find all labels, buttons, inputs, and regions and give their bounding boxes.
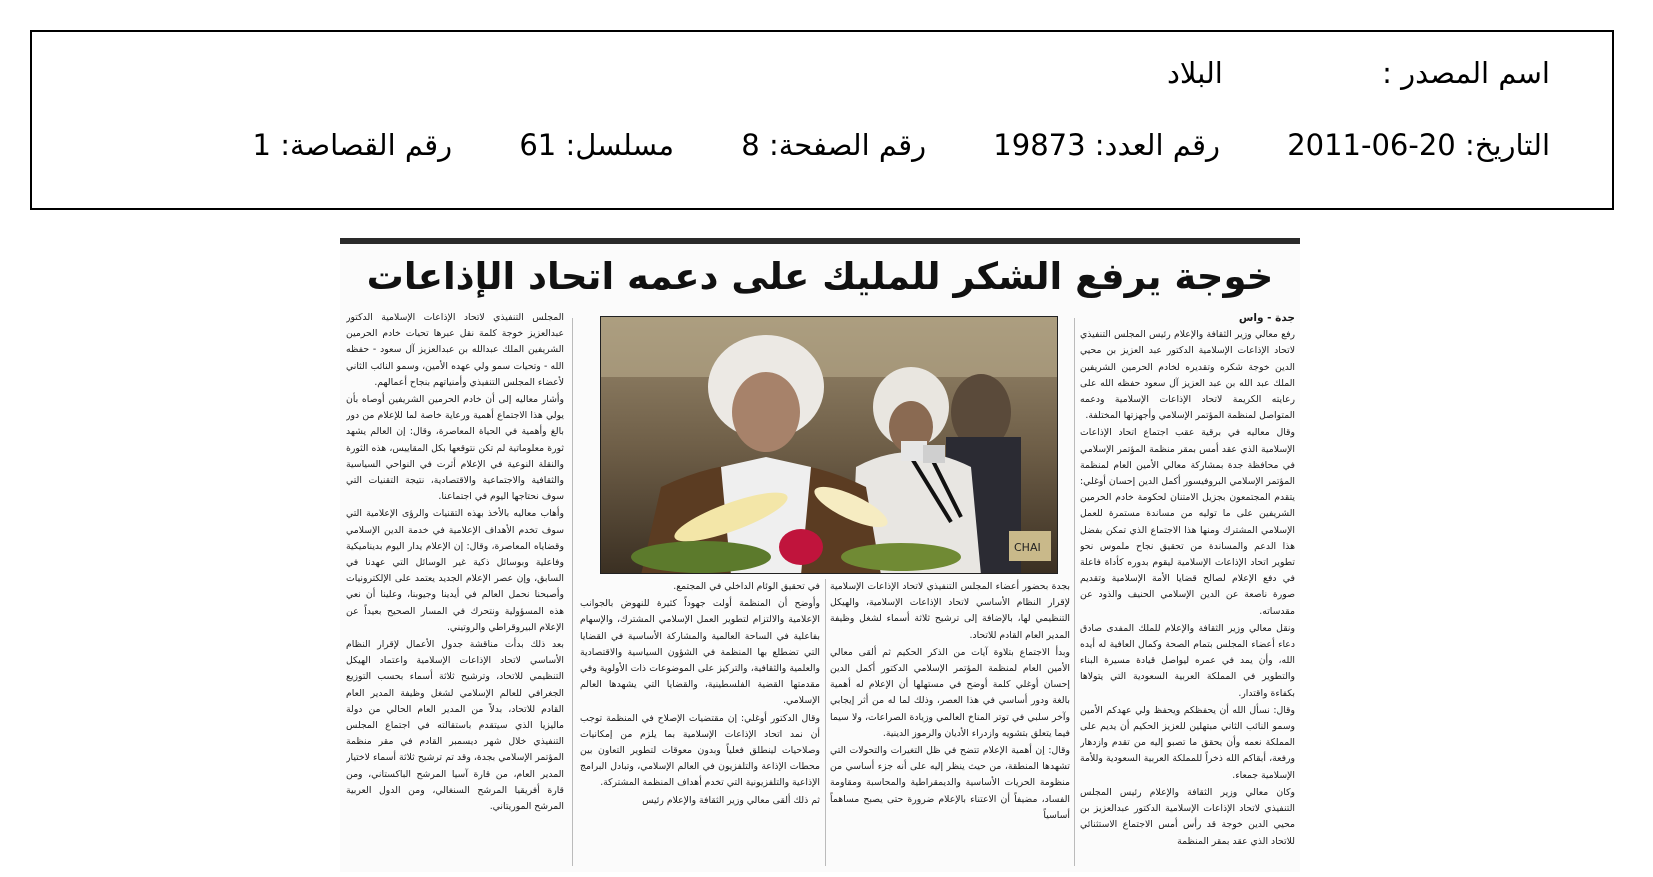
article-column-middle-left xyxy=(580,579,820,870)
article-column-left xyxy=(346,310,564,870)
article-column-right xyxy=(1080,310,1295,870)
issue-label: رقم العدد: xyxy=(1094,128,1220,162)
column-divider xyxy=(572,318,573,866)
issue-value: 19873 xyxy=(993,128,1086,162)
paragraph: وقال معاليه في برقية عقب اجتماع اتحاد الإذاعات الإسلامية الذي عقد أمس بمقر منظمة المؤتمر الإسلامي في محافظة جدة بمشاركة معالي الأمين العام لمنظمة المؤتمر الإسلامي البروفيسور أكمل الدين إحسان أوغلي: يتقدم المجتمعون بجزيل الامتنان لحكومة خادم الحرمين الشريفين على ما توليه من مساندة مستمرة للعمل الإسلامي المشترك ومنها هذا الاجتماع الذي تمكن بفضل هذا الدعم والمساندة من تحقيق نجاح ملموس نحو تطوير اتحاد الإذاعات الإسلامية ليقوم بدوره كأداة فاعلة في دفع الإعلام لصالح قضايا الأمة الإسلامية وتقديم صورة ناصعة عن الدين الإسلامي الحنيف والذود عن مقدساته. xyxy=(1080,427,1295,617)
paragraph: وقال: إن أهمية الإعلام تتضح في ظل التغيرات والتحولات التي تشهدها المنطقة، من حيث ينظر إليه على أنه جزء أساسي من منظومة الحريات الأساسية والديمقراطية والمحاسبة ومقاومة الفساد، مضيفاً أن الاعتناء بالإعلام ضرورة حتى يصبح مساهماً أساسياً xyxy=(830,745,1070,821)
paragraph: المجلس التنفيذي لاتحاد الإذاعات الإسلامية الدكتور عبدالعزيز خوجة كلمة نقل عبرها تحيات خادم الحرمين الشريفين الملك عبدالله بن عبدالعزيز آل سعود - حفظه الله - وتحيات سمو ولي عهده الأمين، وسمو النائب الثاني لأعضاء المجلس التنفيذي وأمنياتهم بنجاح أعمالهم. xyxy=(346,312,564,388)
name-sign-text: CHAI xyxy=(1014,541,1041,554)
source-value: البلاد xyxy=(1167,56,1223,90)
paragraph: ثم ذلك ألقى معالي وزير الثقافة والإعلام رئيس xyxy=(642,794,820,806)
column-divider xyxy=(1074,318,1075,866)
paragraph: وقال: نسأل الله أن يحفظكم ويحفظ ولي عهدكم الأمين وسمو النائب الثاني مبتهلين للعزيز الحكيم أن يديم على المملكة نعمه وأن يحقق ما تصبو إليه من تقدم وازدهار ورفعة، أبقاكم الله ذخراً للمملكة العربية السعودية وللأمة الإسلامية جمعاء. xyxy=(1080,704,1295,781)
paragraph: وأشار معاليه إلى أن خادم الحرمين الشريفين أوصاه بأن يولي هذا الاجتماع أهمية ورعاية خاصة لما للإعلام من دور بالغ وأهمية في الحياة المعاصرة، وقال: إن العالم يشهد ثورة معلوماتية لم تكن نتوقعها بكل المقاييس، هذه الثورة والنقلة النوعية في الإعلام أثرت في النواحي السياسية والثقافية والاجتماعية والاقتصادية، نتيجة التقنيات التي سوف نحتاجها اليوم في اجتماعنا. xyxy=(346,394,564,503)
article-photo xyxy=(600,316,1058,574)
paragraph: بجدة بحضور أعضاء المجلس التنفيذي لاتحاد الإذاعات الإسلامية لإقرار النظام الأساسي لاتحاد الإذاعات الإسلامية، والهيكل التنظيمي لها، بالإضافة إلى ترشيح ثلاثة أسماء لشغل وظيفة المدير العام القادم للاتحاد. xyxy=(830,581,1070,641)
serial-value: 61 xyxy=(519,128,557,162)
page-value: 8 xyxy=(741,128,760,162)
date-label: التاريخ: xyxy=(1464,128,1550,162)
source-info-box xyxy=(30,30,1614,210)
top-rule xyxy=(340,238,1300,244)
source-label: اسم المصدر : xyxy=(1382,56,1550,90)
paragraph: في تحقيق الوئام الداخلي في المجتمع. xyxy=(673,581,820,592)
paragraph: وكان معالي وزير الثقافة والإعلام رئيس المجلس التنفيذي لاتحاد الإذاعات الإسلامية الدكتور عبدالعزيز بن محيي الدين خوجة قد رأس أمس الاجتماع الاستثنائي للاتحاد الذي عقد بمقر المنظمة xyxy=(1080,786,1295,847)
clip-label: رقم القصاصة: xyxy=(280,128,453,162)
date-value: 2011-06-20 xyxy=(1287,128,1456,162)
article-dateline: جدة - واس xyxy=(1238,312,1295,324)
paragraph: بعد ذلك بدأت مناقشة جدول الأعمال لإقرار النظام الأساسي لاتحاد الإذاعات الإسلامية واعتماد الهيكل التنظيمي للاتحاد، وترشيح ثلاثة أسماء بحسب التوزيع الجغرافي للعالم الإسلامي لشغل وظيفة المدير العام القادم للاتحاد، بدلاً من المدير العام الحالي من دولة ماليزيا الذي سيتقدم باستقالته في اجتماع المجلس التنفيذي خلال شهر ديسمبر القادم في مقر منظمة المؤتمر الإسلامي بجدة، وقد تم ترشيح ثلاثة أسماء لاختيار المدير العام، من قارة آسيا المرشح الباكستاني، ومن قارة أفريقيا المرشح السنغالي، ومن الدول العربية المرشح الموريتاني. xyxy=(346,639,564,813)
article-column-middle-right xyxy=(830,579,1070,870)
serial-label: مسلسل: xyxy=(565,128,675,162)
clip-value: 1 xyxy=(252,128,271,162)
newspaper-clipping xyxy=(340,238,1300,872)
page-label: رقم الصفحة: xyxy=(768,128,927,162)
source-row xyxy=(1167,56,1550,90)
photo-icon xyxy=(601,317,1058,574)
paragraph: وبدأ الاجتماع بتلاوة آيات من الذكر الحكيم ثم ألقى معالي الأمين العام لمنظمة المؤتمر الإسلامي الدكتور أكمل الدين إحسان أوغلي كلمة أوضح في مستهلها أن الإعلام له أهمية بالغة ودور أساسي في هذا العصر، وذلك لما له من أثر إيجابي وآخر سلبي في توتر المناخ العالمي وزيادة الصراعات، ولا سيما فيما يتعلق بتشويه وازدراء الأديان والرموز الدينية. xyxy=(830,646,1070,739)
paragraph: رفع معالي وزير الثقافة والإعلام رئيس المجلس التنفيذي لاتحاد الإذاعات الإسلامية الدكتور عبد العزيز بن محيي الدين خوجة شكره وتقديره لخادم الحرمين الشريفين الملك عبد الله بن عبد العزيز آل سعود حفظه الله على رعايته الكريمة لاتحاد الإذاعات الإسلامية ودعمه المتواصل لمنظمة المؤتمر الإسلامي وأجهزتها المختلفة. xyxy=(1080,329,1295,422)
paragraph: وأهاب معاليه بالأخذ بهذه التقنيات والرؤى الإعلامية التي سوف تخدم الأهداف الإعلامية في خدمة الدين الإسلامي وقضاياه المعاصرة، وقال: إن الإعلام يدار اليوم بديناميكية وفاعلية وبوسائل ذكية غير الوسائل التي عهدنا في السابق، وإن عصر الإعلام الجديد يعتمد على الإلكترونيات وأصبحنا نحمل العالم في أيدينا وجيوبنا، وعلينا أن نعي هذه المسؤولية ونتحرك في المسار الصحيح بعيداً عن الإعلام البيروقراطي والروتيني. xyxy=(346,508,564,633)
paragraph: وأوضح أن المنظمة أولت جهوداً كثيرة للنهوض بالجوانب الإعلامية والالتزام لتطوير العمل الإسلامي المشترك، والإسهام بفاعلية في الساحة العالمية والمشاركة الأساسية في القضايا التي تضطلع بها المنظمة في الشؤون السياسية والاقتصادية والعلمية والثقافية، والتركيز على الموضوعات ذات الأولوية وفي مقدمتها القضية الفلسطينية، والقضايا التي يشهدها العالم الإسلامي. xyxy=(580,598,820,707)
column-divider xyxy=(825,579,826,866)
article-headline: خوجة يرفع الشكر للمليك على دعمه اتحاد الإذاعات xyxy=(366,255,1274,298)
details-row xyxy=(253,128,1550,162)
paragraph: ونقل معالي وزير الثقافة والإعلام للملك المفدى صادق دعاء أعضاء المجلس بتمام الصحة وكمال العافية له أيده الله، وأن يمد في عمره ليواصل قيادة مسيرة البناء والتطوير في المملكة العربية السعودية التي يتولاها بكفاءة واقتدار. xyxy=(1080,622,1295,699)
paragraph: وقال الدكتور أوغلي: إن مقتضيات الإصلاح في المنظمة توجب أن نمد اتحاد الإذاعات الإسلامية بما يلزم من إمكانيات وصلاحيات لينطلق فعلياً وبدون معوقات لتطوير التعاون بين محطات الإذاعة والتلفزيون في العالم الإسلامي، وتبادل البرامج الإذاعية والتلفزيونية التي تخدم أهداف المنظمة المشتركة. xyxy=(580,712,820,789)
